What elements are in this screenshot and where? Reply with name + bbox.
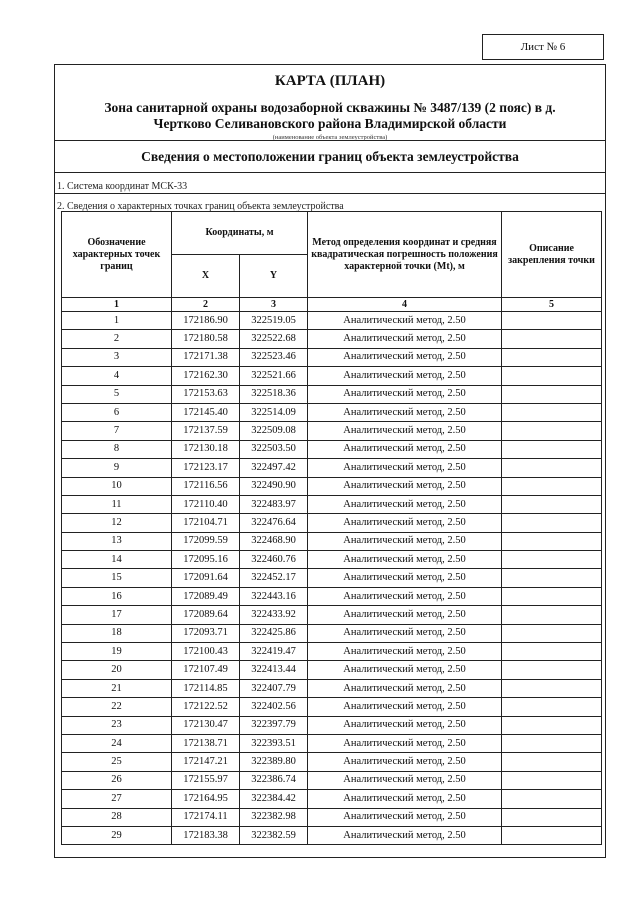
- boundary-points-table: [61, 211, 602, 845]
- title-block: [55, 65, 605, 141]
- x-coordinate-cell: 172091.64: [172, 569, 240, 587]
- table-row: [62, 551, 602, 569]
- point-number-cell: 24: [62, 734, 172, 752]
- table-row: [62, 643, 602, 661]
- point-number-cell: 23: [62, 716, 172, 734]
- x-coordinate-cell: 172099.59: [172, 532, 240, 550]
- point-number-cell: 9: [62, 459, 172, 477]
- x-coordinate-cell: 172123.17: [172, 459, 240, 477]
- method-cell: Аналитический метод, 2.50: [308, 459, 502, 477]
- divider: [55, 193, 605, 194]
- x-coordinate-cell: 172095.16: [172, 551, 240, 569]
- description-cell: [502, 440, 602, 458]
- y-coordinate-cell: 322522.68: [240, 330, 308, 348]
- point-number-cell: 28: [62, 808, 172, 826]
- x-coordinate-cell: 172186.90: [172, 312, 240, 330]
- table-row: [62, 403, 602, 421]
- table-row: [62, 716, 602, 734]
- y-coordinate-cell: 322514.09: [240, 403, 308, 421]
- y-coordinate-cell: 322382.59: [240, 826, 308, 844]
- description-cell: [502, 587, 602, 605]
- table-row: [62, 367, 602, 385]
- description-cell: [502, 716, 602, 734]
- point-number-cell: 26: [62, 771, 172, 789]
- y-coordinate-cell: 322384.42: [240, 790, 308, 808]
- y-coordinate-cell: 322433.92: [240, 606, 308, 624]
- point-number-cell: 3: [62, 348, 172, 366]
- points-caption: 2. Сведения о характерных точках границ объекта землеустройства: [57, 201, 344, 212]
- point-number-cell: 27: [62, 790, 172, 808]
- method-cell: Аналитический метод, 2.50: [308, 771, 502, 789]
- table-row: [62, 734, 602, 752]
- y-coordinate-cell: 322393.51: [240, 734, 308, 752]
- x-coordinate-cell: 172162.30: [172, 367, 240, 385]
- x-coordinate-cell: 172183.38: [172, 826, 240, 844]
- table-row: [62, 679, 602, 697]
- document-frame: [54, 64, 606, 858]
- description-cell: [502, 734, 602, 752]
- x-coordinate-cell: 172100.43: [172, 643, 240, 661]
- table-row: [62, 422, 602, 440]
- y-coordinate-cell: 322425.86: [240, 624, 308, 642]
- x-coordinate-cell: 172153.63: [172, 385, 240, 403]
- method-cell: Аналитический метод, 2.50: [308, 790, 502, 808]
- description-cell: [502, 459, 602, 477]
- table-row: [62, 569, 602, 587]
- y-coordinate-cell: 322382.98: [240, 808, 308, 826]
- column-number: 1: [62, 298, 172, 312]
- col-coords-header: Координаты, м: [172, 212, 308, 255]
- table-row: [62, 606, 602, 624]
- method-cell: Аналитический метод, 2.50: [308, 587, 502, 605]
- point-number-cell: 6: [62, 403, 172, 421]
- table-row: [62, 495, 602, 513]
- y-coordinate-cell: 322523.46: [240, 348, 308, 366]
- method-cell: Аналитический метод, 2.50: [308, 826, 502, 844]
- table-row: [62, 385, 602, 403]
- method-cell: Аналитический метод, 2.50: [308, 403, 502, 421]
- method-cell: Аналитический метод, 2.50: [308, 643, 502, 661]
- y-coordinate-cell: 322443.16: [240, 587, 308, 605]
- x-coordinate-cell: 172174.11: [172, 808, 240, 826]
- description-cell: [502, 790, 602, 808]
- object-name-caption: (наименование объекта землеустройства): [272, 134, 388, 141]
- table-row: [62, 624, 602, 642]
- point-number-cell: 1: [62, 312, 172, 330]
- map-title: КАРТА (ПЛАН): [274, 73, 386, 89]
- point-number-cell: 5: [62, 385, 172, 403]
- method-cell: Аналитический метод, 2.50: [308, 698, 502, 716]
- method-cell: Аналитический метод, 2.50: [308, 661, 502, 679]
- point-number-cell: 25: [62, 753, 172, 771]
- y-coordinate-cell: 322397.79: [240, 716, 308, 734]
- y-coordinate-cell: 322452.17: [240, 569, 308, 587]
- method-cell: Аналитический метод, 2.50: [308, 330, 502, 348]
- column-number: 4: [308, 298, 502, 312]
- description-cell: [502, 624, 602, 642]
- table-row: [62, 459, 602, 477]
- zone-description-line2: Чертково Селивановского района Владимирской области: [153, 116, 507, 131]
- point-number-cell: 21: [62, 679, 172, 697]
- description-cell: [502, 808, 602, 826]
- point-number-cell: 13: [62, 532, 172, 550]
- method-cell: Аналитический метод, 2.50: [308, 606, 502, 624]
- method-cell: Аналитический метод, 2.50: [308, 367, 502, 385]
- point-number-cell: 17: [62, 606, 172, 624]
- description-cell: [502, 312, 602, 330]
- table-row: [62, 348, 602, 366]
- description-cell: [502, 348, 602, 366]
- x-coordinate-cell: 172145.40: [172, 403, 240, 421]
- point-number-cell: 7: [62, 422, 172, 440]
- point-number-cell: 16: [62, 587, 172, 605]
- x-coordinate-cell: 172171.38: [172, 348, 240, 366]
- table-row: [62, 826, 602, 844]
- description-cell: [502, 826, 602, 844]
- table-row: [62, 808, 602, 826]
- description-cell: [502, 514, 602, 532]
- point-number-cell: 15: [62, 569, 172, 587]
- x-coordinate-cell: 172137.59: [172, 422, 240, 440]
- description-cell: [502, 753, 602, 771]
- x-coordinate-cell: 172107.49: [172, 661, 240, 679]
- y-coordinate-cell: 322407.79: [240, 679, 308, 697]
- description-cell: [502, 679, 602, 697]
- description-cell: [502, 771, 602, 789]
- method-cell: Аналитический метод, 2.50: [308, 514, 502, 532]
- x-coordinate-cell: 172155.97: [172, 771, 240, 789]
- table-row: [62, 477, 602, 495]
- method-cell: Аналитический метод, 2.50: [308, 624, 502, 642]
- description-cell: [502, 661, 602, 679]
- y-coordinate-cell: 322476.64: [240, 514, 308, 532]
- col-description-header: Описание закрепления точки: [502, 212, 602, 298]
- point-number-cell: 12: [62, 514, 172, 532]
- description-cell: [502, 569, 602, 587]
- point-number-cell: 22: [62, 698, 172, 716]
- x-coordinate-cell: 172180.58: [172, 330, 240, 348]
- x-coordinate-cell: 172110.40: [172, 495, 240, 513]
- table-row: [62, 771, 602, 789]
- y-coordinate-cell: 322413.44: [240, 661, 308, 679]
- description-cell: [502, 698, 602, 716]
- x-coordinate-cell: 172116.56: [172, 477, 240, 495]
- y-coordinate-cell: 322521.66: [240, 367, 308, 385]
- method-cell: Аналитический метод, 2.50: [308, 734, 502, 752]
- table-row: [62, 790, 602, 808]
- y-coordinate-cell: 322468.90: [240, 532, 308, 550]
- y-coordinate-cell: 322389.80: [240, 753, 308, 771]
- method-cell: Аналитический метод, 2.50: [308, 385, 502, 403]
- y-coordinate-cell: 322386.74: [240, 771, 308, 789]
- point-number-cell: 20: [62, 661, 172, 679]
- section-title: Сведения о местоположении границ объекта землеустройства: [55, 141, 605, 173]
- point-number-cell: 29: [62, 826, 172, 844]
- table-row: [62, 661, 602, 679]
- point-number-cell: 11: [62, 495, 172, 513]
- x-coordinate-cell: 172130.18: [172, 440, 240, 458]
- description-cell: [502, 551, 602, 569]
- method-cell: Аналитический метод, 2.50: [308, 753, 502, 771]
- method-cell: Аналитический метод, 2.50: [308, 532, 502, 550]
- table-row: [62, 514, 602, 532]
- description-cell: [502, 606, 602, 624]
- x-coordinate-cell: 172089.49: [172, 587, 240, 605]
- description-cell: [502, 532, 602, 550]
- method-cell: Аналитический метод, 2.50: [308, 679, 502, 697]
- table-row: [62, 753, 602, 771]
- description-cell: [502, 385, 602, 403]
- y-coordinate-cell: 322518.36: [240, 385, 308, 403]
- table-row: [62, 532, 602, 550]
- description-cell: [502, 330, 602, 348]
- y-coordinate-cell: 322402.56: [240, 698, 308, 716]
- point-number-cell: 14: [62, 551, 172, 569]
- y-coordinate-cell: 322509.08: [240, 422, 308, 440]
- col-method-header: Метод определения координат и средняя квадратическая погрешность положения характерной точки (Mt), м: [308, 212, 502, 298]
- x-coordinate-cell: 172104.71: [172, 514, 240, 532]
- method-cell: Аналитический метод, 2.50: [308, 312, 502, 330]
- method-cell: Аналитический метод, 2.50: [308, 477, 502, 495]
- table-body: [62, 312, 602, 845]
- zone-description-line1: Зона санитарной охраны водозаборной скважины № 3487/139 (2 пояс) в д.: [104, 100, 556, 115]
- method-cell: Аналитический метод, 2.50: [308, 495, 502, 513]
- point-number-cell: 8: [62, 440, 172, 458]
- point-number-cell: 10: [62, 477, 172, 495]
- table-row: [62, 440, 602, 458]
- column-number: 5: [502, 298, 602, 312]
- y-coordinate-cell: 322519.05: [240, 312, 308, 330]
- method-cell: Аналитический метод, 2.50: [308, 716, 502, 734]
- column-number: 2: [172, 298, 240, 312]
- col-designation-header: Обозначение характерных точек границ: [62, 212, 172, 298]
- point-number-cell: 4: [62, 367, 172, 385]
- y-coordinate-cell: 322483.97: [240, 495, 308, 513]
- y-coordinate-cell: 322503.50: [240, 440, 308, 458]
- table-row: [62, 587, 602, 605]
- x-coordinate-cell: 172164.95: [172, 790, 240, 808]
- x-coordinate-cell: 172147.21: [172, 753, 240, 771]
- description-cell: [502, 367, 602, 385]
- coordinate-system-line: 1. Система координат МСК-33: [57, 181, 188, 192]
- x-coordinate-cell: 172130.47: [172, 716, 240, 734]
- method-cell: Аналитический метод, 2.50: [308, 808, 502, 826]
- x-coordinate-cell: 172122.52: [172, 698, 240, 716]
- point-number-cell: 2: [62, 330, 172, 348]
- method-cell: Аналитический метод, 2.50: [308, 551, 502, 569]
- x-coordinate-cell: 172138.71: [172, 734, 240, 752]
- description-cell: [502, 477, 602, 495]
- table-row: [62, 312, 602, 330]
- y-coordinate-cell: 322460.76: [240, 551, 308, 569]
- y-coordinate-cell: 322497.42: [240, 459, 308, 477]
- method-cell: Аналитический метод, 2.50: [308, 569, 502, 587]
- column-number: 3: [240, 298, 308, 312]
- point-number-cell: 18: [62, 624, 172, 642]
- y-coordinate-cell: 322490.90: [240, 477, 308, 495]
- method-cell: Аналитический метод, 2.50: [308, 348, 502, 366]
- y-coordinate-cell: 322419.47: [240, 643, 308, 661]
- description-cell: [502, 403, 602, 421]
- method-cell: Аналитический метод, 2.50: [308, 440, 502, 458]
- description-cell: [502, 495, 602, 513]
- col-y-header: Y: [240, 255, 308, 298]
- x-coordinate-cell: 172114.85: [172, 679, 240, 697]
- table-row: [62, 698, 602, 716]
- x-coordinate-cell: 172093.71: [172, 624, 240, 642]
- method-cell: Аналитический метод, 2.50: [308, 422, 502, 440]
- x-coordinate-cell: 172089.64: [172, 606, 240, 624]
- point-number-cell: 19: [62, 643, 172, 661]
- table-row: [62, 330, 602, 348]
- description-cell: [502, 643, 602, 661]
- col-x-header: X: [172, 255, 240, 298]
- description-cell: [502, 422, 602, 440]
- sheet-number-label: Лист № 6: [482, 34, 604, 60]
